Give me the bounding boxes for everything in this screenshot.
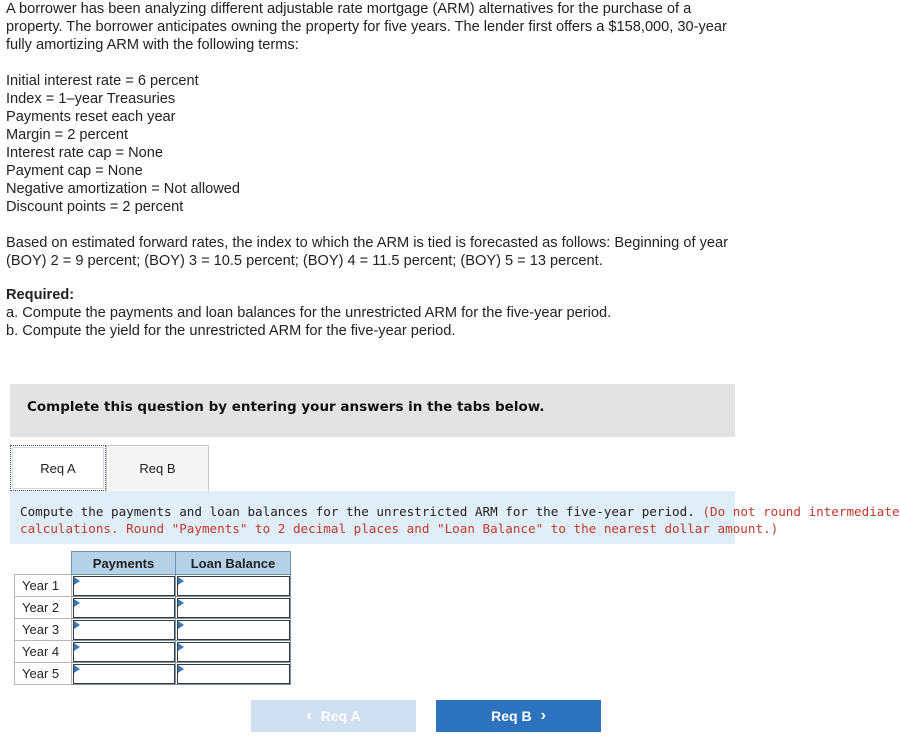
- required-part-a: a. Compute the payments and loan balances for the unrestricted ARM for the five-year period.: [6, 305, 612, 321]
- term-margin: Margin = 2 percent: [6, 127, 129, 143]
- row-label-year-3: Year 3: [15, 619, 72, 641]
- instruction-note-rest: calculations. Round "Payments" to 2 decimal places and "Loan Balance" to the nearest dollar amount.): [20, 521, 779, 536]
- row-label-year-2: Year 2: [15, 597, 72, 619]
- loan-terms-list: [6, 72, 728, 216]
- entry-marker-icon: [178, 665, 184, 673]
- row-label-year-5: Year 5: [15, 663, 72, 685]
- table-row: [15, 663, 291, 685]
- next-tab-button[interactable]: [436, 700, 601, 732]
- header-loan-balance: Loan Balance: [176, 552, 291, 575]
- entry-marker-icon: [74, 599, 80, 607]
- term-discount-points: Discount points = 2 percent: [6, 199, 184, 215]
- next-tab-label: Req B: [491, 708, 532, 724]
- term-payment-cap: Payment cap = None: [6, 163, 143, 179]
- table-row: [15, 641, 291, 663]
- table-header-row: [15, 552, 291, 575]
- entry-marker-icon: [178, 599, 184, 607]
- banner-text: Complete this question by entering your answers in the tabs below.: [27, 399, 545, 415]
- chevron-right-icon: ›: [540, 707, 546, 724]
- required-heading: Required:: [6, 287, 75, 303]
- balance-input-year-2[interactable]: [176, 597, 290, 618]
- prev-tab-button[interactable]: [251, 700, 416, 732]
- term-initial-rate: Initial interest rate = 6 percent: [6, 73, 199, 89]
- instructions-banner: [10, 384, 735, 437]
- term-index: Index = 1–year Treasuries: [6, 91, 176, 107]
- prev-tab-label: Req A: [320, 708, 361, 724]
- entry-marker-icon: [178, 621, 184, 629]
- payments-cell-year-2: [72, 597, 176, 619]
- tab-req-a-label: Req A: [40, 460, 76, 476]
- table-row: [15, 597, 291, 619]
- payments-input-year-5[interactable]: [72, 663, 175, 684]
- payments-input-year-2[interactable]: [72, 597, 175, 618]
- tab-req-a[interactable]: [10, 445, 106, 491]
- balance-input-year-5[interactable]: [176, 663, 290, 684]
- payments-input-year-4[interactable]: [72, 641, 175, 662]
- row-label-year-1: Year 1: [15, 575, 72, 597]
- required-part-b: b. Compute the yield for the unrestricted ARM for the five-year period.: [6, 323, 456, 339]
- entry-marker-icon: [178, 577, 184, 585]
- payments-input-year-1[interactable]: [72, 575, 175, 596]
- payments-input-year-3[interactable]: [72, 619, 175, 640]
- payments-cell-year-3: [72, 619, 176, 641]
- required-section: [6, 286, 728, 340]
- problem-intro: A borrower has been analyzing different adjustable rate mortgage (ARM) alternatives for the purchase of a property. The borrower anticipates owning the property for five years. The lender first offers a $158,000, 30-year fully amortizing ARM with the following terms:: [6, 1, 727, 53]
- instruction-note-start: (Do not round intermediate: [702, 504, 900, 519]
- entry-marker-icon: [178, 643, 184, 651]
- balance-cell-year-4: [176, 641, 291, 663]
- table-row: [15, 619, 291, 641]
- tab-req-b[interactable]: [106, 445, 209, 491]
- header-blank: [15, 552, 72, 575]
- entry-marker-icon: [74, 621, 80, 629]
- row-label-year-4: Year 4: [15, 641, 72, 663]
- payments-cell-year-4: [72, 641, 176, 663]
- header-payments: Payments: [72, 552, 176, 575]
- problem-statement: [6, 0, 728, 340]
- balance-input-year-3[interactable]: [176, 619, 290, 640]
- balance-input-year-4[interactable]: [176, 641, 290, 662]
- entry-marker-icon: [74, 577, 80, 585]
- balance-cell-year-5: [176, 663, 291, 685]
- chevron-left-icon: ‹: [306, 707, 312, 724]
- entry-marker-icon: [74, 643, 80, 651]
- forward-rates-text: Based on estimated forward rates, the index to which the ARM is tied is forecasted as follows: Beginning of year (BOY) 2 = 9 percent; (BOY) 3 = 10.5 percent; (BOY) 4 = 11.5 percent; (BOY) 5 = 13 percent.: [6, 235, 728, 269]
- term-rate-cap: Interest rate cap = None: [6, 145, 163, 161]
- term-negative-amortization: Negative amortization = Not allowed: [6, 181, 241, 197]
- payments-cell-year-1: [72, 575, 176, 597]
- balance-cell-year-2: [176, 597, 291, 619]
- tab-req-b-label: Req B: [139, 461, 176, 476]
- table-row: [15, 575, 291, 597]
- instruction-main: Compute the payments and loan balances for the unrestricted ARM for the five-year period.: [20, 504, 695, 519]
- arm-answer-table: [14, 551, 291, 685]
- term-payment-reset: Payments reset each year: [6, 109, 176, 125]
- entry-marker-icon: [74, 665, 80, 673]
- balance-cell-year-1: [176, 575, 291, 597]
- payments-cell-year-5: [72, 663, 176, 685]
- tab-instruction: [10, 491, 900, 544]
- balance-input-year-1[interactable]: [176, 575, 290, 596]
- balance-cell-year-3: [176, 619, 291, 641]
